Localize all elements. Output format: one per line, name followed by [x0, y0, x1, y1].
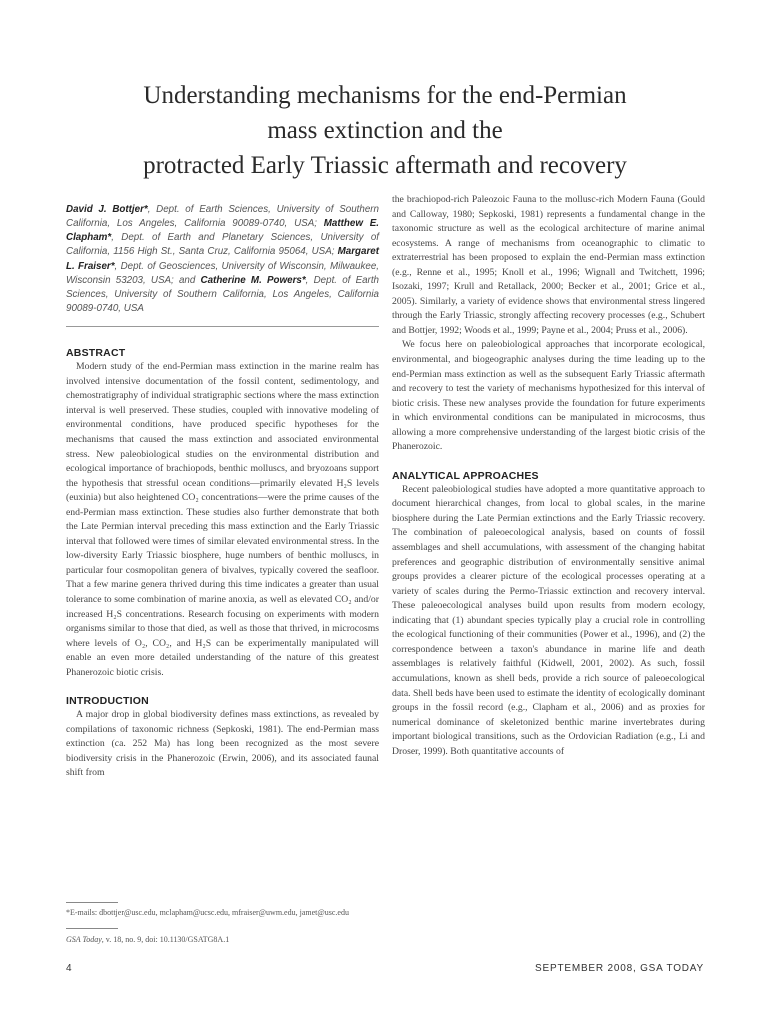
author-name[interactable]: Margaret L. Fraiser* — [66, 246, 379, 272]
author-block — [66, 203, 379, 317]
footnote-divider — [66, 902, 118, 903]
page-number: 4 — [66, 963, 72, 974]
citation-details: , v. 18, no. 9, doi: 10.1130/GSATG8A.1 — [101, 935, 230, 944]
author-name[interactable]: Catherine M. Powers* — [200, 274, 306, 286]
author-name[interactable]: David J. Bottjer* — [66, 203, 148, 215]
right-column — [392, 193, 705, 759]
running-head: SEPTEMBER 2008, GSA TODAY — [535, 963, 704, 974]
journal-name: GSA Today — [66, 935, 102, 944]
author-affiliation: , Dept. of Earth Sciences, University of Southern California, Los Angeles, California 90089-0740, USA; — [66, 203, 379, 229]
introduction-text: A major drop in global biodiversity defines mass extinctions, as revealed by compilations of taxonomic richness (Sepkoski, 1981). The end-Permian mass extinction (ca. 252 Ma) has long been recognized as the most severe biodiversity crisis in the Phanerozoic (Erwin, 2006), and its associated faunal shift from — [66, 709, 379, 779]
left-column — [66, 193, 379, 781]
body-paragraph: We focus here on paleobiological approaches that incorporate ecological, environmental, and biogeographic analyses during the time leading up to the end-Permian mass extinction as well as the subsequent Early Triassic aftermath and recovery to test the variety of mechanisms hypothesized for this interval of biotic crisis. These new analyses provide the foundation for future experiments in which environmental conditions can be manipulated in microcosms, thus allowing a more comprehensive understanding of the largest biotic crisis of the Phanerozoic. — [392, 339, 705, 453]
citation-divider — [66, 928, 118, 929]
title-line-3: protracted Early Triassic aftermath and recovery — [143, 152, 627, 179]
body-paragraph: Recent paleobiological studies have adopted a more quantitative approach to document hierarchical changes, from local to global scales, in the marine biosphere during the Late Permian extinctions and the Early Triassic recovery. The combination of paleoecological analysis, based on counts of fossil assemblages and shell accumulations, with assessment of the changing habitat preferences and geographic distribution of environmentally sensitive animal groups provides a clearer picture of the ecological processes operating at a variety of scales during the Permo-Triassic extinction and recovery interval. These paleoecological analyses build upon results from modern ecology, indicating that (1) abundant species typically play a crucial role in controlling the ecological functioning of their communities (Power et al., 1996), and (2) the correspondence between a taxon's abundance in marine life and death assemblages is relatively faithful (Kidwell, 2001, 2002). As such, fossil accumulations, known as shell beds, provide a rich source of paleoecological data. Shell beds have been used to estimate the identity of ecologically dominant groups in the fossil record (e.g., Clapham et al., 2006) and as proxies for numerical dominance of skeletonized benthic marine invertebrates during important biological transitions, such as the Ordovician Radiation (e.g., Li and Droser, 1999). Both quantitative accounts of — [392, 483, 705, 757]
citation-footnote — [66, 935, 229, 944]
author-divider — [66, 326, 379, 327]
body-paragraph: the brachiopod-rich Paleozoic Fauna to the mollusc-rich Modern Fauna (Gould and Calloway, 1980; Sepkoski, 1981) represents a fundamental change in the taxonomic structure as well as the ecological architecture of marine animal ecosystems. A range of mechanisms from oceanographic to climatic to extraterrestrial has been proposed to explain the end-Permian mass extinction (e.g., Renne et al., 1995; Knoll et al., 1996; Wignall and Twitchett, 1996; Isozaki, 1997; Krull and Retallack, 2000; Becker et al., 2001; Grice et al., 2005). Similarly, a variety of evidence shows that environmental stress lingered through the Early Triassic, strongly affecting recovery processes (e.g., Schubert and Bottjer, 1992; Woods et al., 1999; Payne et al., 2004; Pruss et al., 2006). — [392, 194, 705, 336]
title-line-1: Understanding mechanisms for the end-Permian — [143, 82, 627, 109]
abstract-heading: ABSTRACT — [66, 347, 126, 360]
author-affiliation: , Dept. of Earth and Planetary Sciences, University of California, 1156 High St., Santa Cruz, California 95064, USA; — [66, 232, 379, 258]
author-affiliation: , Dept. of Earth Sciences, University of Southern California, Los Angeles, California 90089-0740, USA — [66, 274, 379, 315]
author-name[interactable]: Matthew E. Clapham* — [66, 218, 379, 244]
title-line-2: mass extinction and the — [267, 117, 503, 144]
author-affiliation: , Dept. of Geosciences, University of Wisconsin, Milwaukee, Wisconsin 53203, USA; and — [66, 260, 379, 286]
article-title — [60, 78, 710, 183]
analytical-approaches-heading: ANALYTICAL APPROACHES — [392, 469, 539, 482]
abstract-text: Modern study of the end-Permian mass extinction in the marine realm has involved intensive documentation of the fossil content, sedimentology, and chemostratigraphy of individual stratigraphic sections where the mass extinction interval is well preserved. These studies, coupled with innovative modeling of environmental conditions, have produced specific hypotheses for the mechanisms that caused the mass extinction and associated environmental stress. New paleobiological studies on the environmental distribution and ecological importance of brachiopods, benthic molluscs, and bryozoans support the hypothesis that stressful ocean conditions—primarily elevated H₂S levels (euxinia) but also heightened CO₂ concentrations—were the prime causes of the end-Permian mass extinction. These studies also further demonstrate that both the Late Permian interval preceding this mass extinction and the Early Triassic interval that followed were times of similar elevated environmental stress. In the low-diversity Early Triassic biosphere, huge numbers of benthic molluscs, in particular four cosmopolitan genera of bivalves, typically covered the seafloor. That a few marine genera thrived during this time indicates a greater than usual tolerance to some combination of marine anoxia, as well as elevated CO₂ and/or increased H₂S concentrations. Research focusing on experiments with modern organisms similar to those that died, as well as those that thrived, in microcosms where levels of O₂, CO₂, and H₂S can be experimentally manipulated will enable an even more detailed understanding of the nature of this greatest Phanerozoic biotic crisis. — [66, 361, 379, 678]
footnote-emails[interactable]: *E-mails: dbottjer@usc.edu, mclapham@ucsc.edu, mfraiser@uwm.edu, jamet@usc.edu — [66, 908, 349, 917]
introduction-heading: INTRODUCTION — [66, 695, 149, 708]
